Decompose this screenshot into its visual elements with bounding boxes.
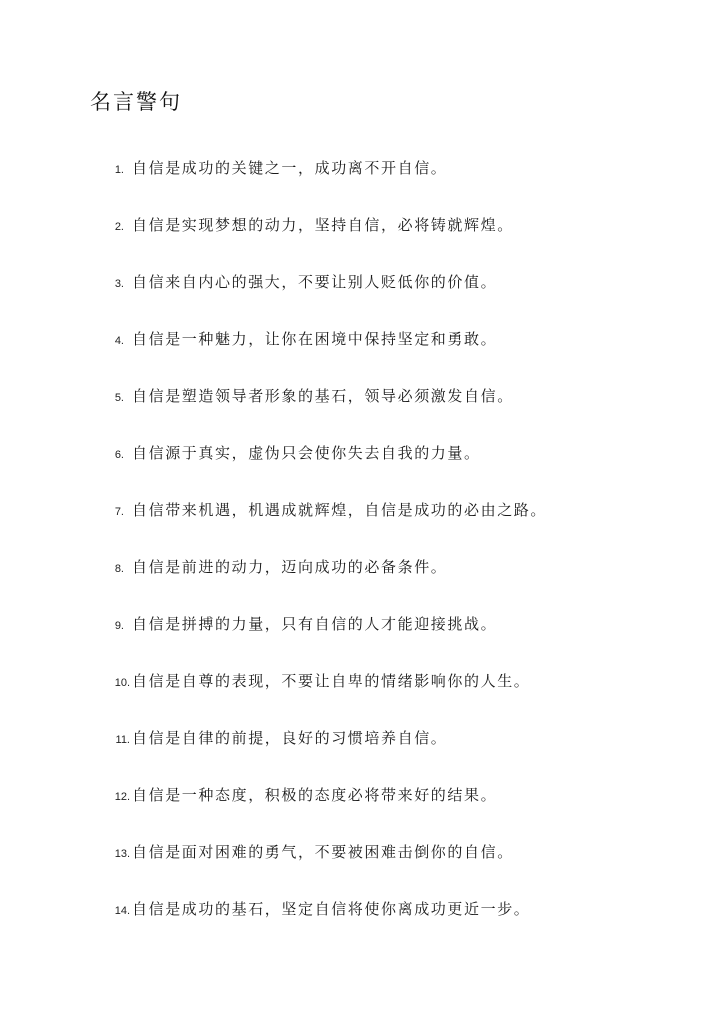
list-item-text: 自信是一种魅力，让你在困境中保持坚定和勇敢。	[132, 330, 498, 348]
list-item	[0, 266, 720, 323]
list-item-number: 9.	[114, 620, 124, 632]
list-item-text: 自信是前进的动力，迈向成功的必备条件。	[132, 558, 448, 576]
page-title: 名言警句	[90, 90, 182, 114]
list-item-text: 自信是自律的前提，良好的习惯培养自信。	[132, 729, 448, 747]
list-item-text: 自信是成功的基石，坚定自信将使你离成功更近一步。	[132, 900, 531, 918]
list-item	[0, 722, 720, 779]
list-item-text: 自信是成功的关键之一，成功离不开自信。	[132, 159, 448, 177]
list-item	[0, 380, 720, 437]
list-item-text: 自信带来机遇，机遇成就辉煌，自信是成功的必由之路。	[132, 501, 548, 519]
list-item-number: 2.	[114, 221, 124, 233]
list-item	[0, 608, 720, 665]
list-item	[0, 209, 720, 266]
list-item-number: 11.	[115, 734, 130, 746]
list-item-text: 自信是一种态度，积极的态度必将带来好的结果。	[132, 786, 498, 804]
list-item-text: 自信来自内心的强大，不要让别人贬低你的价值。	[132, 273, 498, 291]
list-item	[0, 152, 720, 209]
list-item-number: 12.	[114, 791, 130, 803]
list-item-text: 自信源于真实，虚伪只会使你失去自我的力量。	[132, 444, 481, 462]
list-item-number: 4.	[114, 335, 124, 347]
list-item-number: 7.	[114, 506, 124, 518]
list-item	[0, 779, 720, 836]
list-item-number: 6.	[114, 449, 124, 461]
list-item	[0, 323, 720, 380]
list-item-number: 14.	[114, 905, 130, 917]
list-item-number: 8.	[114, 563, 124, 575]
list-item	[0, 437, 720, 494]
list-item-text: 自信是塑造领导者形象的基石，领导必须激发自信。	[132, 387, 514, 405]
list-item-text: 自信是实现梦想的动力，坚持自信，必将铸就辉煌。	[132, 216, 514, 234]
list-item	[0, 494, 720, 551]
list-item-number: 3.	[114, 278, 124, 290]
quote-list	[0, 152, 720, 950]
list-item	[0, 893, 720, 950]
list-item-text: 自信是拼搏的力量，只有自信的人才能迎接挑战。	[132, 615, 498, 633]
list-item-number: 5.	[114, 392, 124, 404]
list-item	[0, 836, 720, 893]
list-item-number: 1.	[114, 164, 124, 176]
list-item-number: 10.	[114, 677, 130, 689]
list-item	[0, 551, 720, 608]
list-item-text: 自信是自尊的表现，不要让自卑的情绪影响你的人生。	[132, 672, 531, 690]
list-item	[0, 665, 720, 722]
list-item-text: 自信是面对困难的勇气，不要被困难击倒你的自信。	[132, 843, 514, 861]
list-item-number: 13.	[114, 848, 130, 860]
